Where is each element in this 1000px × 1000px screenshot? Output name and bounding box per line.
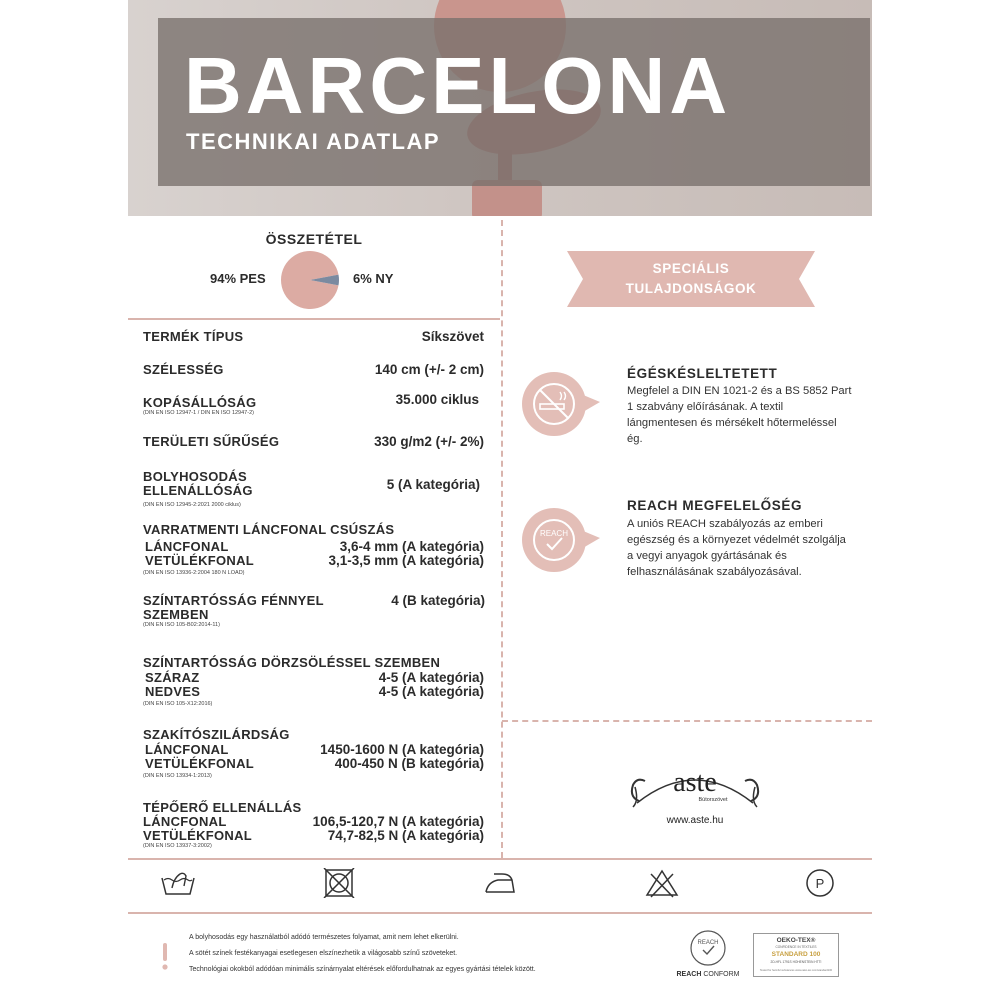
spec-density-value: 330 g/m2 (+/- 2%) xyxy=(374,434,484,449)
care-top-line xyxy=(128,858,872,860)
spec-abrasion-standard: (DIN EN ISO 12947-1 / DIN EN ISO 12947-2) xyxy=(143,410,254,416)
no-smoking-icon xyxy=(520,370,602,438)
composition-ny-label: 6% NY xyxy=(353,271,394,286)
page-subtitle: TECHNIKAI ADATLAP xyxy=(186,129,441,154)
reach-title: REACH MEGFELELŐSÉG xyxy=(627,498,803,513)
spec-lightfast-value: 4 (B kategória) xyxy=(391,593,485,608)
spec-slippage-warp-value: 3,6-4 mm (A kategória) xyxy=(339,539,484,554)
spec-tear-weft-value: 74,7-82,5 N (A kategória) xyxy=(327,828,484,843)
spec-abrasion-value: 35.000 ciklus xyxy=(395,392,479,407)
spec-rubfast-wet-label: NEDVES xyxy=(145,684,201,699)
spec-tear-label: TÉPŐERŐ ELLENÁLLÁS xyxy=(143,800,302,815)
oeko-line: CONFIDENCE IN TEXTILES xyxy=(775,945,817,949)
right-divider xyxy=(502,720,872,722)
reach-badge-text: REACH xyxy=(539,529,569,538)
spec-product-type-label: TERMÉK TÍPUS xyxy=(143,329,244,344)
fire-retardant-text: Megfelel a DIN EN 1021-2 és a BS 5852 Part 1 szabvány előírásának. A textil lángmentesen és mérsékelt hőtermeléssel ég. xyxy=(627,385,852,445)
spec-tensile-warp-label: LÁNCFONAL xyxy=(145,742,229,757)
logo-tagline: Bútorszövet xyxy=(698,797,728,803)
spec-lightfast-standard: (DIN EN ISO 105-B02:2014-11) xyxy=(143,622,220,628)
spec-tensile-label: SZAKÍTÓSZILÁRDSÁG xyxy=(143,727,290,742)
reach-conform-caption xyxy=(677,971,740,978)
title-overlay xyxy=(158,18,870,186)
column-divider xyxy=(501,220,503,858)
spec-slippage-label: VARRATMENTI LÁNCFONAL CSÚSZÁS xyxy=(143,522,395,537)
reach-conform-caption-rest: CONFORM xyxy=(701,971,740,978)
page-title: BARCELONA xyxy=(184,41,732,130)
care-bottom-line xyxy=(128,912,872,914)
spec-rubfast-dry-label: SZÁRAZ xyxy=(145,670,200,685)
spec-abrasion-label: KOPÁSÁLLÓSÁG xyxy=(143,395,257,410)
spec-slippage-standard: (DIN EN ISO 13936-2:2004 180 N LOAD) xyxy=(143,570,245,576)
spec-slippage-weft-label: VETÜLÉKFONAL xyxy=(145,553,255,568)
spec-density-label: TERÜLETI SŰRŰSÉG xyxy=(143,434,280,449)
spec-rubfast-dry-value: 4-5 (A kategória) xyxy=(378,670,484,685)
hero-banner xyxy=(128,0,872,216)
composition-divider xyxy=(128,318,500,320)
spec-product-type-value: Síkszövet xyxy=(421,329,484,344)
logo-brand: aste xyxy=(673,767,717,798)
spec-pilling-label-line2: ELLENÁLLÓSÁG xyxy=(143,483,253,498)
no-tumble-dry-icon xyxy=(322,868,358,898)
professional-cleaning-p-icon xyxy=(802,868,838,898)
oeko-tex-label xyxy=(753,933,839,977)
footer-note-1: A bolyhosodás egy használatból adódó természetes folyamat, amit nem lehet elkerülni. xyxy=(189,934,459,941)
hand-wash-icon xyxy=(160,868,196,898)
oeko-standard: STANDARD 100 xyxy=(771,951,821,958)
special-properties-title xyxy=(587,259,795,299)
ribbon-line1: SPECIÁLIS xyxy=(652,261,730,276)
oeko-code: 2D-HFL 1791S HOHENSTEIN HTTI xyxy=(770,960,822,964)
spec-lightfast-label xyxy=(143,594,324,622)
reach-conform-badge xyxy=(676,928,740,980)
composition-pes-label: 94% PES xyxy=(210,271,266,286)
spec-pilling-label-line1: BOLYHOSODÁS xyxy=(143,469,247,484)
spec-tensile-weft-label: VETÜLÉKFONAL xyxy=(145,756,255,771)
exclamation-icon xyxy=(160,943,170,971)
reach-conform-text: REACH xyxy=(697,940,719,946)
spec-pilling-value: 5 (A kategória) xyxy=(386,477,480,492)
reach-check-icon xyxy=(520,506,602,574)
reach-text: A uniós REACH szabályozás az emberi egészség és a környezet védelmét szolgálja a vegyi anyagok gyártásának és felhasználásának szabályozásával. xyxy=(627,518,846,578)
oeko-small: Tested for harmful substances www.oeko-tex.com/standard100 xyxy=(759,969,833,972)
spec-tear-standard: (DIN EN ISO 13937-3:2002) xyxy=(143,843,212,849)
composition-title: ÖSSZETÉTEL xyxy=(265,231,363,247)
fire-retardant-title: ÉGÉSKÉSLELTETETT xyxy=(627,366,778,381)
spec-slippage-warp-label: LÁNCFONAL xyxy=(145,539,229,554)
datasheet xyxy=(128,0,872,1000)
reach-conform-caption-bold: REACH xyxy=(676,971,702,978)
spec-tensile-weft-value: 400-450 N (B kategória) xyxy=(334,756,484,771)
ribbon-line2: TULAJDONSÁGOK xyxy=(625,281,757,296)
spec-tensile-standard: (DIN EN ISO 13934-1:2013) xyxy=(143,773,212,779)
spec-tensile-warp-value: 1450-1600 N (A kategória) xyxy=(320,742,484,757)
spec-lightfast-label-line1: SZÍNTARTÓSSÁG FÉNNYEL xyxy=(143,593,324,608)
spec-width-label: SZÉLESSÉG xyxy=(143,362,224,377)
spec-width-value: 140 cm (+/- 2 cm) xyxy=(374,362,484,377)
spec-tear-warp-value: 106,5-120,7 N (A kategória) xyxy=(312,814,484,829)
spec-tear-warp-label: LÁNCFONAL xyxy=(143,814,227,829)
spec-rubfast-wet-value: 4-5 (A kategória) xyxy=(378,684,484,699)
oeko-brand: OEKO-TEX® xyxy=(776,937,816,944)
spec-lightfast-label-line2: SZEMBEN xyxy=(143,607,209,622)
spec-pilling-standard: (DIN EN ISO 12945-2:2021 2000 ciklus) xyxy=(143,502,241,508)
spec-tear-weft-label: VETÜLÉKFONAL xyxy=(143,828,253,843)
composition-pie-chart xyxy=(280,250,340,310)
iron-low-icon xyxy=(482,868,518,898)
care-letter: P xyxy=(815,876,825,891)
spec-rubfast-label: SZÍNTARTÓSSÁG DÖRZSÖLÉSSEL SZEMBEN xyxy=(143,655,441,670)
spec-rubfast-standard: (DIN EN ISO 105-X12:2016) xyxy=(143,701,213,707)
aste-logo xyxy=(625,757,765,829)
spec-pilling-label xyxy=(143,470,253,498)
no-bleach-icon xyxy=(644,868,680,898)
footer-note-3: Technológiai okokból adódóan minimális színárnyalat eltérések előfordulhatnak az egyes gyártási tételek között. xyxy=(189,966,536,973)
footer-note-2: A sötét színek festékanyagai esetlegesen elszínezhetik a világosabb színű szöveteket. xyxy=(189,950,458,957)
spec-slippage-weft-value: 3,1-3,5 mm (A kategória) xyxy=(328,553,484,568)
logo-url: www.aste.hu xyxy=(666,815,724,826)
